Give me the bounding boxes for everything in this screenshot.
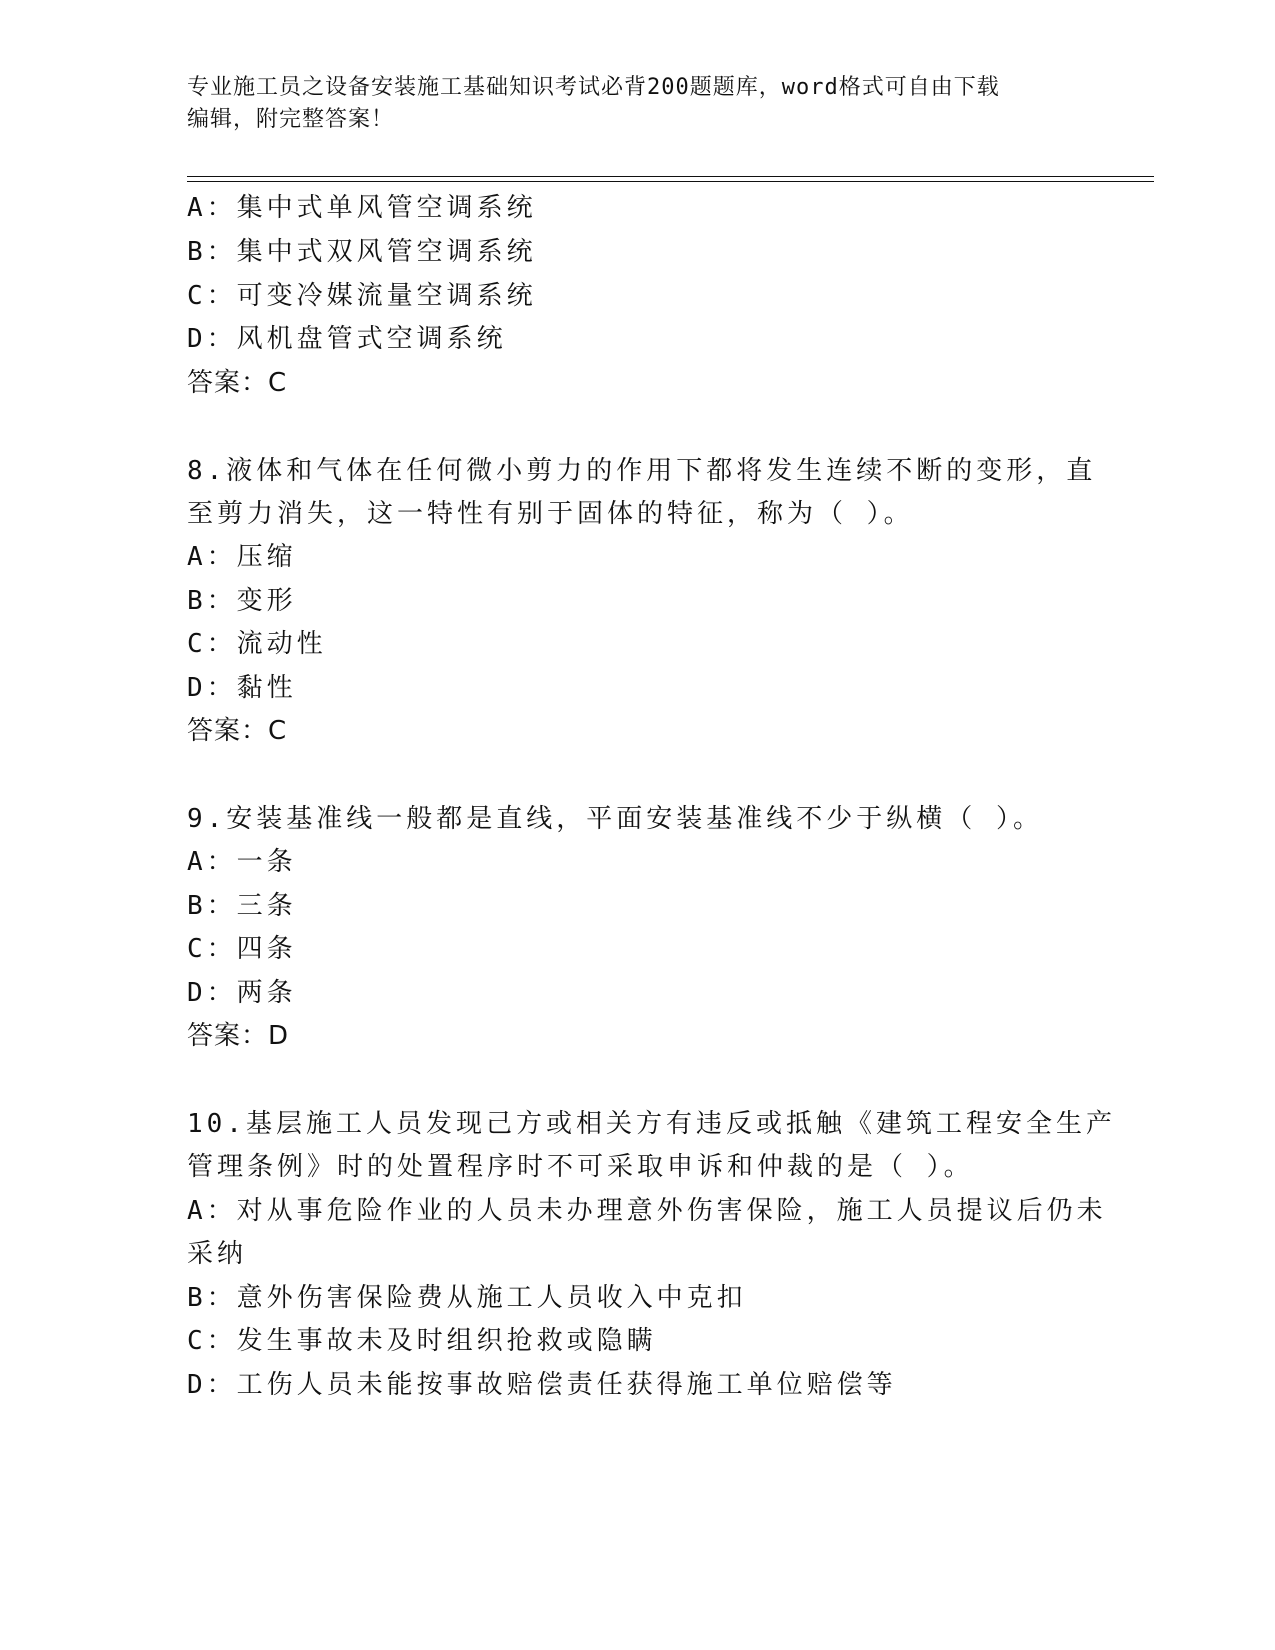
q9-stem-line-1: 9.安装基准线一般都是直线，平面安装基准线不少于纵横（ ）。 (187, 804, 1043, 834)
q8-option-d: D：黏性 (187, 673, 297, 703)
header-line-1: 专业施工员之设备安装施工基础知识考试必背200题题库，word格式可自由下载 (187, 75, 1000, 100)
prev-option-c: C：可变冷媒流量空调系统 (187, 281, 537, 311)
q9-option-d: D：两条 (187, 978, 297, 1008)
q8-stem-line-2: 至剪力消失，这一特性有别于固体的特征，称为（ ）。 (187, 499, 914, 529)
header-line-2: 编辑，附完整答案！ (187, 107, 395, 132)
prev-answer: 答案：C (187, 368, 288, 398)
q8-stem-line-1: 8.液体和气体在任何微小剪力的作用下都将发生连续不断的变形，直 (187, 456, 1097, 486)
header-divider-bottom (187, 181, 1154, 182)
q10-option-a-line-2: 采纳 (187, 1239, 248, 1269)
q9-option-a: A：一条 (187, 847, 297, 877)
prev-option-d: D：风机盘管式空调系统 (187, 324, 507, 354)
q10-option-d: D：工伤人员未能按事故赔偿责任获得施工单位赔偿等 (187, 1370, 897, 1400)
prev-option-b: B：集中式双风管空调系统 (187, 237, 537, 267)
q10-stem-line-2: 管理条例》时的处置程序时不可采取申诉和仲裁的是（ ）。 (187, 1152, 974, 1182)
header-divider-top (187, 176, 1154, 177)
q8-option-b: B：变形 (187, 586, 297, 616)
q10-option-c: C：发生事故未及时组织抢救或隐瞒 (187, 1326, 657, 1356)
q8-answer: 答案：C (187, 716, 288, 746)
q10-stem-line-1: 10.基层施工人员发现己方或相关方有违反或抵触《建筑工程安全生产 (187, 1109, 1116, 1139)
q8-option-c: C：流动性 (187, 629, 327, 659)
q9-option-c: C：四条 (187, 934, 297, 964)
q10-option-b: B：意外伤害保险费从施工人员收入中克扣 (187, 1283, 747, 1313)
q8-option-a: A：压缩 (187, 542, 297, 572)
q10-option-a-line-1: A：对从事危险作业的人员未办理意外伤害保险，施工人员提议后仍未 (187, 1196, 1107, 1226)
q9-answer: 答案：D (187, 1021, 290, 1051)
prev-option-a: A：集中式单风管空调系统 (187, 193, 537, 223)
q9-option-b: B：三条 (187, 891, 297, 921)
document-header (187, 72, 1067, 136)
